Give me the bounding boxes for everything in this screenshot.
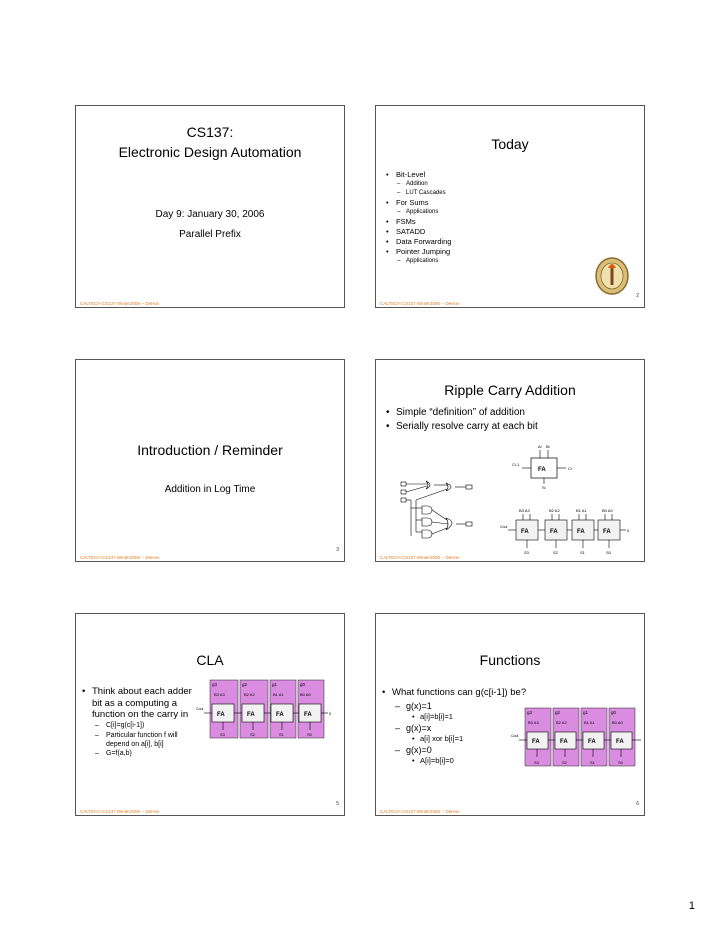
caltech-seal-icon bbox=[594, 256, 630, 296]
fa-input-label: B1 A1 bbox=[273, 692, 284, 697]
fa-sum-label: S1 bbox=[580, 550, 585, 555]
sub-bullet: – g(x)=0 bbox=[380, 744, 640, 756]
sub-bullet: – Applications bbox=[384, 208, 451, 217]
fa-sum-label: S3 bbox=[534, 760, 539, 765]
fa-sum-label: S1 bbox=[279, 732, 284, 737]
fa-input-label: B0 A0 bbox=[602, 508, 613, 513]
bullet: • Data Forwarding bbox=[384, 237, 451, 247]
fa-input-label: B0 A0 bbox=[612, 720, 623, 725]
slide-4-title: Ripple Carry Addition bbox=[444, 382, 576, 398]
fa-input-label: B1 A1 bbox=[576, 508, 587, 513]
slide-6-page-number: 6 bbox=[636, 801, 639, 807]
g-label: g3 bbox=[527, 710, 533, 715]
fa-input-label: B3 A3 bbox=[519, 508, 530, 513]
fa-label: FA bbox=[532, 739, 540, 745]
fa-input-label: B2 A2 bbox=[549, 508, 560, 513]
sub-bullet: – g(x)=1 bbox=[380, 700, 640, 712]
slide-1-subtitle: Parallel Prefix bbox=[179, 229, 241, 240]
sub-bullet: – LUT Cascades bbox=[384, 189, 451, 198]
bullet: • Serially resolve carry at each bit bbox=[384, 420, 538, 434]
slide-footer: CALTECH CS137 Winter2006 -- DeHon bbox=[80, 301, 160, 306]
bullet: • FSMs bbox=[384, 217, 451, 227]
sub-bullet: – g(x)=x bbox=[380, 722, 640, 734]
fa-sum-label: S3 bbox=[220, 732, 225, 737]
fa-input-label: B2 A2 bbox=[556, 720, 567, 725]
bullet: • Bit-Level bbox=[384, 170, 451, 180]
slide-footer: CALTECH CS137 Winter2006 -- DeHon bbox=[380, 555, 460, 560]
slide-1 bbox=[75, 105, 345, 308]
slide-1-date: Day 9: January 30, 2006 bbox=[155, 209, 265, 220]
bullet: • Pointer Jumping bbox=[384, 247, 451, 257]
cla-diagram bbox=[511, 706, 645, 778]
fa-label: FA bbox=[550, 529, 558, 535]
slide-2 bbox=[375, 105, 645, 308]
page-number: 1 bbox=[688, 900, 695, 912]
slide-3 bbox=[75, 359, 345, 562]
fa-sum-label: S2 bbox=[553, 550, 558, 555]
fa-label: FA bbox=[603, 529, 611, 535]
sub-bullet: – Applications bbox=[384, 257, 451, 266]
bullet: • What functions can g(c[i-1]) be? bbox=[380, 686, 640, 700]
fa-chain bbox=[500, 508, 630, 555]
fa-label: FA bbox=[588, 739, 596, 745]
slide-4 bbox=[375, 359, 645, 562]
fa-label: FA bbox=[616, 739, 624, 745]
sub-bullet: – Particular function f will depend on a[i], b[i] bbox=[80, 731, 200, 749]
g-label: g0 bbox=[611, 710, 617, 715]
si-label: Si bbox=[542, 485, 546, 490]
bullet: • SATADD bbox=[384, 227, 451, 237]
g-label: g0 bbox=[300, 682, 306, 687]
cout-label: Cout bbox=[196, 707, 204, 711]
gate-logic bbox=[401, 481, 472, 538]
fa-sum-label: S2 bbox=[250, 732, 255, 737]
slide-footer: CALTECH CS137 Winter2006 -- DeHon bbox=[80, 555, 160, 560]
fa-input-label: B3 A3 bbox=[528, 720, 539, 725]
fa-label: FA bbox=[247, 712, 255, 718]
fa-sum-label: S3 bbox=[524, 550, 529, 555]
cout-label: Cout bbox=[511, 734, 519, 738]
slide-3-subtitle: Addition in Log Time bbox=[164, 484, 256, 495]
bi-label: Bi bbox=[546, 444, 550, 449]
fa-sum-label: S0 bbox=[618, 760, 623, 765]
slide-1-title-line1: CS137: bbox=[186, 124, 234, 140]
fa-label: FA bbox=[217, 712, 225, 718]
slide-2-title: Today bbox=[491, 136, 529, 152]
cout-label: Cout bbox=[500, 525, 508, 529]
slide-5-page-number: 5 bbox=[336, 801, 339, 807]
fa-label: FA bbox=[577, 529, 585, 535]
fa-input-label: B0 A0 bbox=[300, 692, 311, 697]
sub-sub-bullet: • A[i]=b[i]=0 bbox=[380, 756, 640, 766]
g-label: g2 bbox=[242, 682, 248, 687]
slide-5 bbox=[75, 613, 345, 816]
sub-sub-bullet: • a[i]=b[i]=1 bbox=[380, 712, 640, 722]
fa-sum-label: S0 bbox=[307, 732, 312, 737]
slide-2-bullets bbox=[384, 170, 451, 266]
slide-footer: CALTECH CS137 Winter2006 -- DeHon bbox=[380, 301, 460, 306]
bullet: • Think about each adder bit as a computing a function on the carry in bbox=[80, 686, 200, 721]
slide-3-title: Introduction / Reminder bbox=[137, 442, 283, 458]
slide-footer: CALTECH CS137 Winter2006 -- DeHon bbox=[80, 809, 160, 814]
ci-1-label: Ci-1 bbox=[512, 462, 520, 467]
slide-5-bullets bbox=[80, 686, 200, 759]
slide-5-title: CLA bbox=[196, 652, 224, 668]
g-label: g3 bbox=[212, 682, 218, 687]
fa-sum-label: S2 bbox=[562, 760, 567, 765]
slide-4-bullets bbox=[384, 406, 538, 434]
fa-label: FA bbox=[560, 739, 568, 745]
slide-6-title: Functions bbox=[479, 652, 541, 668]
bullet: • For Sums bbox=[384, 198, 451, 208]
g-label: g1 bbox=[272, 682, 278, 687]
fa-input-label: B2 A2 bbox=[244, 692, 255, 697]
slide-footer: CALTECH CS137 Winter2006 -- DeHon bbox=[380, 809, 460, 814]
cla-diagram bbox=[196, 676, 346, 756]
fa-sum-label: S0 bbox=[606, 550, 611, 555]
fa-label: FA bbox=[304, 712, 312, 718]
ripple-carry-diagram bbox=[376, 440, 644, 562]
ai-label: Ai bbox=[538, 444, 542, 449]
fa-label: FA bbox=[538, 467, 546, 473]
slide-1-title-line2: Electronic Design Automation bbox=[118, 144, 302, 160]
fa-input-label: B3 A3 bbox=[214, 692, 225, 697]
fa-input-label: B1 A1 bbox=[584, 720, 595, 725]
g-label: g1 bbox=[583, 710, 589, 715]
slide-2-page-number: 2 bbox=[636, 293, 639, 299]
sub-bullet: – Addition bbox=[384, 180, 451, 189]
fa-label: FA bbox=[521, 529, 529, 535]
sub-bullet: – C[i]=g(c[i-1]) bbox=[80, 721, 200, 731]
bullet: • Simple “definition” of addition bbox=[384, 406, 538, 420]
carry-in-zero: 0 bbox=[329, 711, 332, 716]
sub-bullet: – G=f(a,b) bbox=[80, 749, 200, 759]
g-label: g2 bbox=[555, 710, 561, 715]
carry-in-zero: 0 bbox=[627, 528, 630, 533]
fa-sum-label: S1 bbox=[590, 760, 595, 765]
slide-6 bbox=[375, 613, 645, 816]
ci-label: Ci bbox=[568, 466, 572, 471]
slide-3-page-number: 3 bbox=[336, 547, 339, 553]
sub-sub-bullet: • a[i] xor b[i]=1 bbox=[380, 734, 640, 744]
fa-label: FA bbox=[276, 712, 284, 718]
